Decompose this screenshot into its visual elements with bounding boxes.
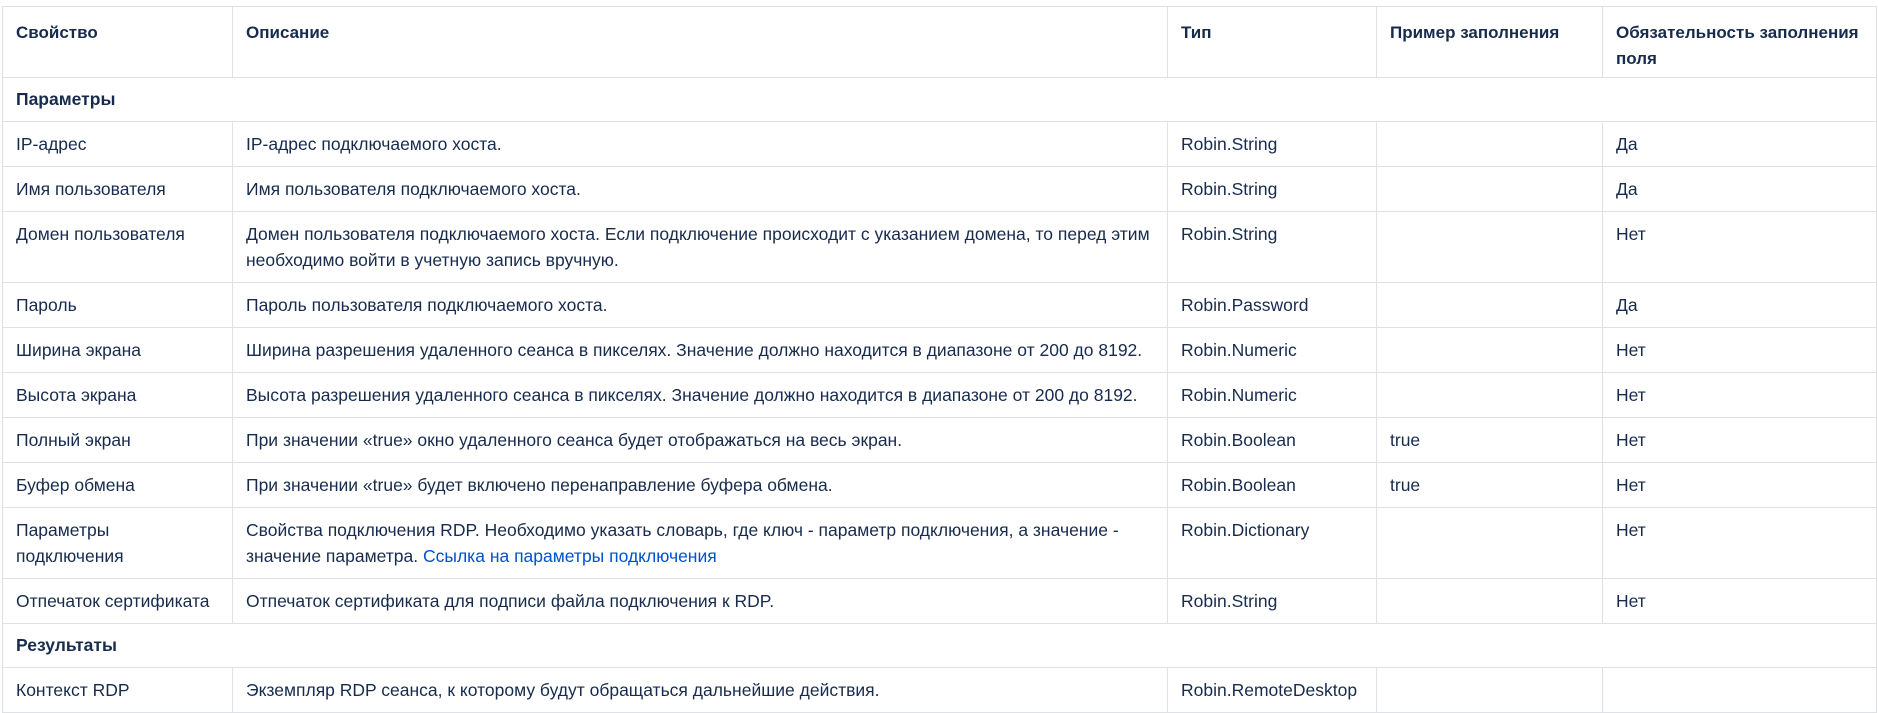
cell-required: Нет (1603, 508, 1877, 579)
cell-description: Экземпляр RDP сеанса, к которому будут обращаться дальнейшие действия. (233, 668, 1168, 713)
cell-required: Нет (1603, 463, 1877, 508)
cell-type: Robin.Password (1168, 283, 1377, 328)
table-row (3, 418, 1877, 463)
cell-description: Домен пользователя подключаемого хоста. Если подключение происходит с указанием домена, то перед этим необходимо войти в учетную запись вручную. (233, 212, 1168, 283)
cell-type: Robin.Numeric (1168, 373, 1377, 418)
cell-type: Robin.Boolean (1168, 418, 1377, 463)
cell-required: Да (1603, 122, 1877, 167)
cell-type: Robin.String (1168, 122, 1377, 167)
cell-description: Высота разрешения удаленного сеанса в пикселях. Значение должно находится в диапазоне от 200 до 8192. (233, 373, 1168, 418)
cell-description: Имя пользователя подключаемого хоста. (233, 167, 1168, 212)
header-property: Свойство (3, 7, 233, 78)
section-row (3, 624, 1877, 668)
cell-required: Нет (1603, 328, 1877, 373)
cell-description: IP-адрес подключаемого хоста. (233, 122, 1168, 167)
cell-type: Robin.String (1168, 579, 1377, 624)
header-example: Пример заполнения (1377, 7, 1603, 78)
cell-example (1377, 328, 1603, 373)
cell-property: IP-адрес (3, 122, 233, 167)
cell-description (233, 508, 1168, 579)
table-header-row (3, 7, 1877, 78)
table-row (3, 463, 1877, 508)
cell-required: Нет (1603, 373, 1877, 418)
cell-example (1377, 579, 1603, 624)
cell-required (1603, 668, 1877, 713)
cell-example (1377, 283, 1603, 328)
cell-description: При значении «true» будет включено перенаправление буфера обмена. (233, 463, 1168, 508)
header-description: Описание (233, 7, 1168, 78)
cell-example (1377, 122, 1603, 167)
table-row (3, 328, 1877, 373)
cell-example: true (1377, 463, 1603, 508)
cell-example (1377, 167, 1603, 212)
table-row (3, 212, 1877, 283)
cell-example (1377, 668, 1603, 713)
cell-required: Нет (1603, 579, 1877, 624)
table-row (3, 167, 1877, 212)
connection-params-link[interactable]: Ссылка на параметры подключения (423, 546, 717, 566)
cell-type: Robin.String (1168, 167, 1377, 212)
cell-property: Пароль (3, 283, 233, 328)
cell-property: Полный экран (3, 418, 233, 463)
cell-required: Нет (1603, 212, 1877, 283)
cell-property: Высота экрана (3, 373, 233, 418)
cell-property: Ширина экрана (3, 328, 233, 373)
cell-property: Имя пользователя (3, 167, 233, 212)
header-required: Обязательность заполнения поля (1603, 7, 1877, 78)
cell-type: Robin.Boolean (1168, 463, 1377, 508)
cell-required: Да (1603, 167, 1877, 212)
cell-example (1377, 212, 1603, 283)
table-row (3, 668, 1877, 713)
properties-table (2, 6, 1877, 713)
cell-required: Нет (1603, 418, 1877, 463)
cell-type: Robin.String (1168, 212, 1377, 283)
section-row (3, 78, 1877, 122)
table-row (3, 579, 1877, 624)
cell-property: Контекст RDP (3, 668, 233, 713)
cell-type: Robin.RemoteDesktop (1168, 668, 1377, 713)
cell-example: true (1377, 418, 1603, 463)
cell-property: Отпечаток сертификата (3, 579, 233, 624)
cell-required: Да (1603, 283, 1877, 328)
cell-type: Robin.Numeric (1168, 328, 1377, 373)
cell-property: Параметры подключения (3, 508, 233, 579)
description-text: Свойства подключения RDP. Необходимо указать словарь, где ключ - параметр подключения, а значение - значение параметра. (246, 520, 1119, 566)
cell-example (1377, 508, 1603, 579)
table-row (3, 283, 1877, 328)
cell-property: Домен пользователя (3, 212, 233, 283)
section-title: Результаты (3, 624, 1877, 668)
table-row (3, 373, 1877, 418)
cell-description: При значении «true» окно удаленного сеанса будет отображаться на весь экран. (233, 418, 1168, 463)
header-type: Тип (1168, 7, 1377, 78)
cell-property: Буфер обмена (3, 463, 233, 508)
cell-example (1377, 373, 1603, 418)
table-row (3, 508, 1877, 579)
table-row (3, 122, 1877, 167)
cell-description: Отпечаток сертификата для подписи файла подключения к RDP. (233, 579, 1168, 624)
section-title: Параметры (3, 78, 1877, 122)
cell-description: Ширина разрешения удаленного сеанса в пикселях. Значение должно находится в диапазоне от 200 до 8192. (233, 328, 1168, 373)
cell-type: Robin.Dictionary (1168, 508, 1377, 579)
cell-description: Пароль пользователя подключаемого хоста. (233, 283, 1168, 328)
